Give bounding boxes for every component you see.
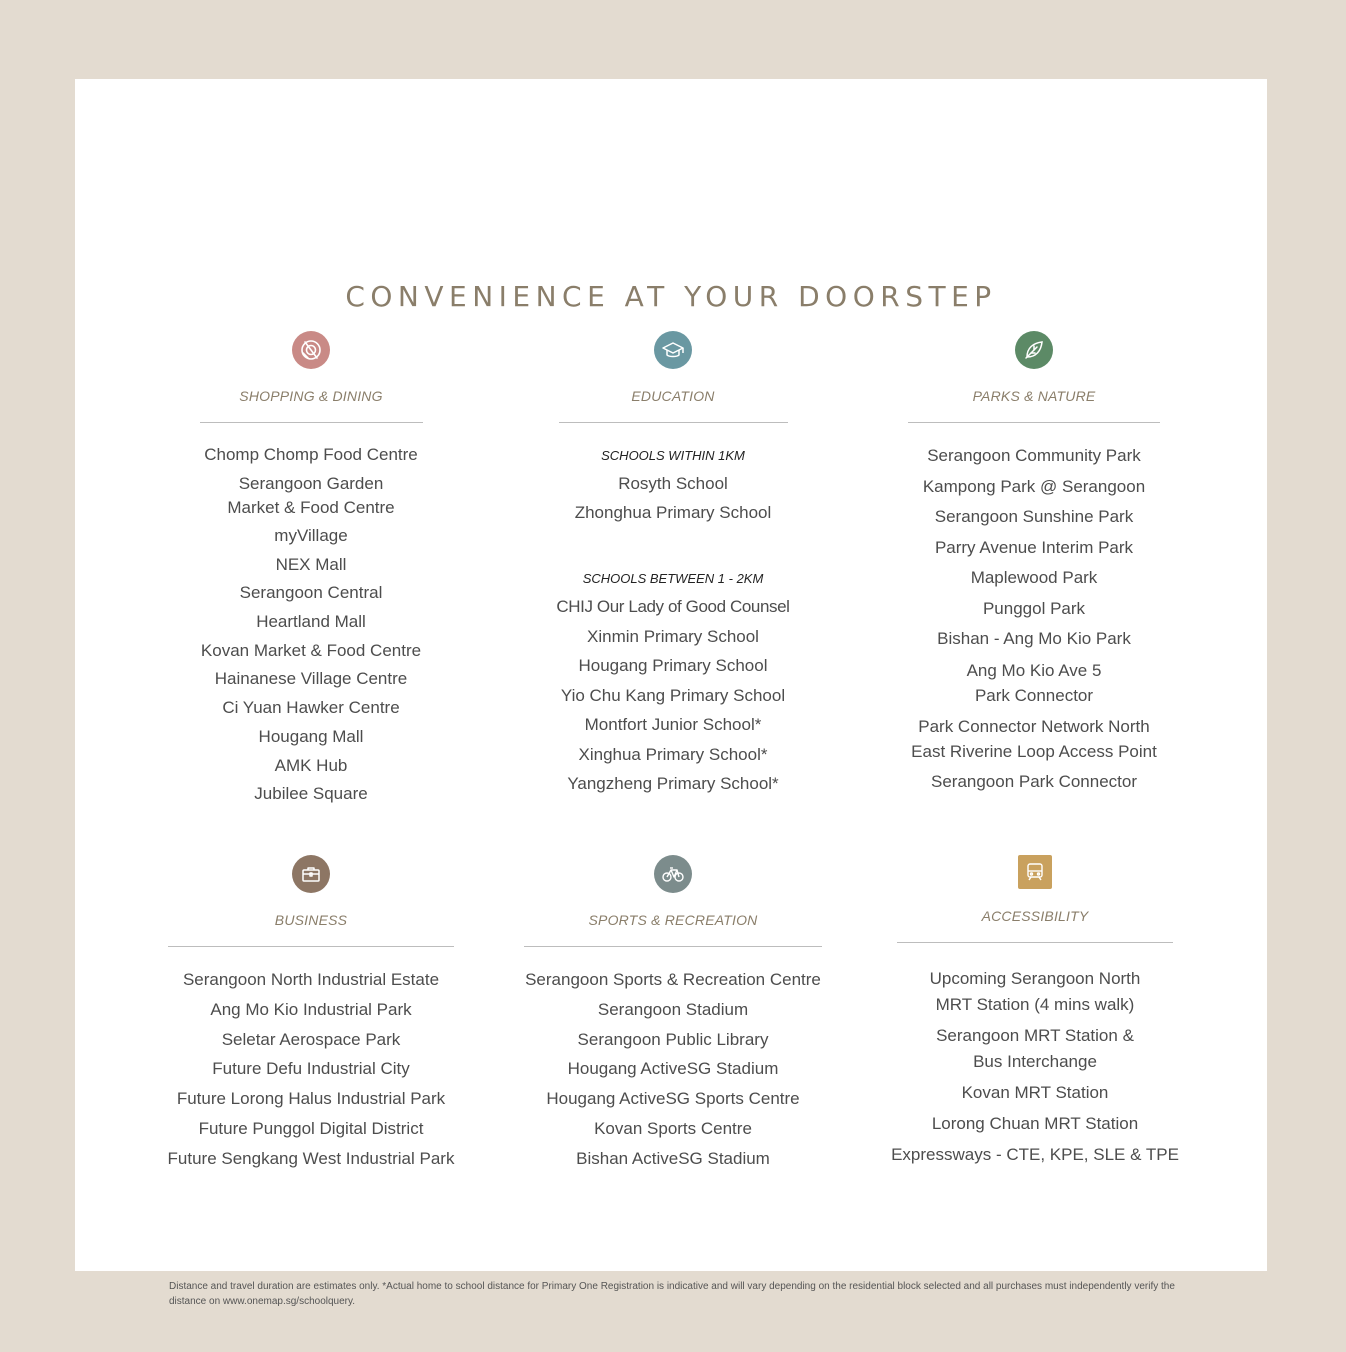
list-item: Future Lorong Halus Industrial Park <box>176 1089 446 1109</box>
section-sports-recreation <box>519 855 827 1171</box>
list-item: East Riverine Loop Access Point <box>911 741 1157 761</box>
list-item: Punggol Park <box>982 598 1086 618</box>
list-item: Serangoon Garden <box>238 474 384 493</box>
divider <box>168 946 454 947</box>
school-list-between <box>548 595 798 796</box>
list-item: Future Sengkang West Industrial Park <box>167 1148 455 1168</box>
dining-icon <box>292 331 330 369</box>
list-item: Serangoon MRT Station & <box>936 1026 1134 1045</box>
divider <box>200 422 423 423</box>
list-item: Maplewood Park <box>970 568 1098 587</box>
content-card <box>75 79 1267 1307</box>
list-item: Rosyth School <box>618 474 728 493</box>
list-item: Hougang Mall <box>258 726 364 746</box>
category-label: BUSINESS <box>274 912 348 928</box>
section-accessibility <box>890 855 1180 1168</box>
section-education <box>548 331 798 796</box>
amenity-list <box>161 968 461 1171</box>
amenity-list <box>890 966 1180 1168</box>
list-item: Hougang Primary School <box>578 656 768 675</box>
list-item: CHIJ Our Lady of Good Counsel <box>556 597 790 616</box>
amenity-list <box>906 444 1162 794</box>
list-item: Serangoon Stadium <box>597 999 749 1019</box>
list-item: myVillage <box>274 526 348 545</box>
page-title: CONVENIENCE AT YOUR DOORSTEP <box>345 280 997 313</box>
amenity-list <box>187 443 435 806</box>
list-item: Market & Food Centre <box>227 498 395 517</box>
divider <box>524 946 822 947</box>
list-item: MRT Station (4 mins walk) <box>935 995 1135 1014</box>
list-item: Serangoon Sunshine Park <box>934 507 1134 526</box>
list-item: Jubilee Square <box>254 784 368 804</box>
list-item: Ang Mo Kio Industrial Park <box>210 999 412 1019</box>
list-item: Heartland Mall <box>256 612 366 632</box>
list-item: Serangoon Park Connector <box>930 771 1138 791</box>
list-item: Park Connector <box>974 685 1094 705</box>
category-label: SHOPPING & DINING <box>239 388 383 404</box>
category-label: SPORTS & RECREATION <box>588 912 758 928</box>
leaf-icon <box>1015 331 1053 369</box>
list-item: Xinghua Primary School* <box>578 744 768 764</box>
list-item: Parry Avenue Interim Park <box>934 537 1134 557</box>
list-item: Bus Interchange <box>973 1052 1097 1071</box>
list-item: Serangoon North Industrial Estate <box>182 970 440 989</box>
list-item: Ci Yuan Hawker Centre <box>222 698 400 718</box>
list-item: Zhonghua Primary School <box>574 503 772 522</box>
list-item: Xinmin Primary School <box>587 626 759 646</box>
divider <box>897 942 1173 943</box>
divider <box>559 422 788 423</box>
briefcase-icon <box>292 855 330 893</box>
list-item: Future Defu Industrial City <box>212 1059 410 1079</box>
list-item: Chomp Chomp Food Centre <box>204 445 418 464</box>
section-shopping-dining <box>187 331 435 806</box>
subheading-within-1km: SCHOOLS WITHIN 1KM <box>601 448 745 463</box>
list-item: Kovan MRT Station <box>961 1083 1109 1102</box>
divider <box>908 422 1160 423</box>
list-item: Serangoon Public Library <box>577 1029 769 1049</box>
school-list-within <box>548 472 798 525</box>
train-icon <box>1018 855 1052 889</box>
section-parks-nature <box>906 331 1162 794</box>
list-item: Future Punggol Digital District <box>198 1118 424 1138</box>
list-item: Bishan - Ang Mo Kio Park <box>937 629 1131 648</box>
list-item: Kovan Sports Centre <box>594 1118 752 1138</box>
list-item: Ang Mo Kio Ave 5 <box>966 660 1102 680</box>
subheading-between-1-2km: SCHOOLS BETWEEN 1 - 2KM <box>582 571 764 586</box>
disclaimer-text: Distance and travel duration are estimates only. *Actual home to school distance for Primary One Registration is indicative and will vary depending on the residential block selected and all purchases must independently verify the distance on www.onemap.sg/schoolquery. <box>169 1281 1175 1307</box>
bicycle-icon <box>654 855 692 893</box>
list-item: Upcoming Serangoon North <box>929 969 1141 988</box>
category-label: PARKS & NATURE <box>972 388 1096 404</box>
list-item: Yio Chu Kang Primary School <box>560 685 786 705</box>
list-item: AMK Hub <box>274 755 348 775</box>
list-item: Kampong Park @ Serangoon <box>922 476 1146 496</box>
amenity-list <box>519 968 827 1171</box>
section-business <box>161 855 461 1171</box>
list-item: Hougang ActiveSG Stadium <box>567 1059 779 1079</box>
list-item: Expressways - CTE, KPE, SLE & TPE <box>891 1145 1179 1164</box>
list-item: Lorong Chuan MRT Station <box>931 1114 1139 1133</box>
list-item: Serangoon Community Park <box>927 446 1141 465</box>
list-item: Serangoon Central <box>239 583 383 603</box>
category-label: EDUCATION <box>631 388 715 404</box>
list-item: Hougang ActiveSG Sports Centre <box>546 1089 800 1109</box>
list-item: Kovan Market & Food Centre <box>200 640 422 660</box>
list-item: Serangoon Sports & Recreation Centre <box>525 970 821 989</box>
list-item: Park Connector Network North <box>918 716 1150 736</box>
category-label: ACCESSIBILITY <box>981 908 1089 924</box>
list-item: Montfort Junior School* <box>584 715 762 734</box>
list-item: Hainanese Village Centre <box>214 669 408 689</box>
graduation-cap-icon <box>654 331 692 369</box>
list-item: Seletar Aerospace Park <box>221 1029 401 1049</box>
list-item: Bishan ActiveSG Stadium <box>576 1148 770 1168</box>
list-item: Yangzheng Primary School* <box>567 774 779 793</box>
list-item: NEX Mall <box>275 554 347 574</box>
